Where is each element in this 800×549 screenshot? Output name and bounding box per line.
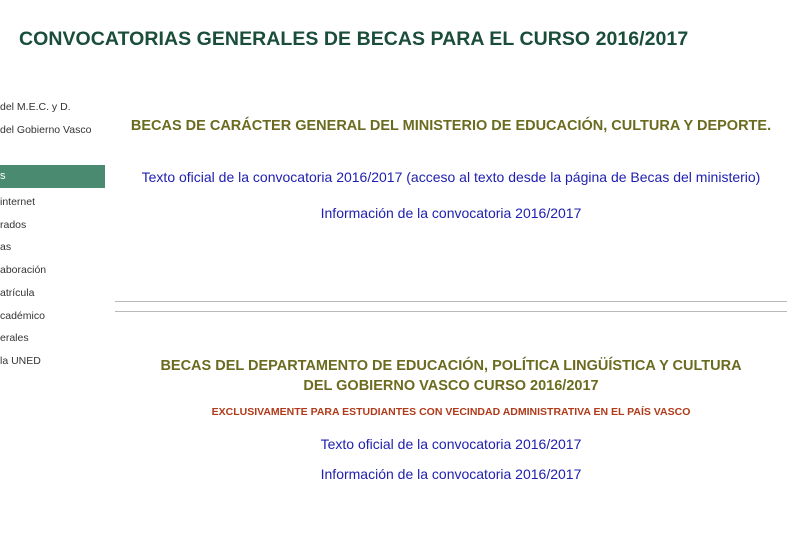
sidebar-link-gobierno-vasco[interactable]: del Gobierno Vasco	[0, 124, 92, 136]
section-heading-gobierno-vasco: BECAS DEL DEPARTAMENTO DE EDUCACIÓN, POLÍTICA LINGÜÍSTICA Y CULTURA DEL GOBIERNO VASCO CURSO 2016/2017	[160, 358, 742, 394]
sidebar-item-colaboracion[interactable]: aboración	[0, 264, 47, 276]
sidebar-item-rados[interactable]: rados	[0, 219, 27, 231]
section-note-vecindad: EXCLUSIVAMENTE PARA ESTUDIANTES CON VECINDAD ADMINISTRATIVA EN EL PAÍS VASCO	[211, 406, 691, 418]
sidebar-item-uned[interactable]: la UNED	[0, 355, 41, 367]
sidebar-item-internet[interactable]: internet	[0, 196, 36, 208]
sidebar-item-generales[interactable]: erales	[0, 332, 29, 344]
link-official-text-gobierno-vasco[interactable]: Texto oficial de la convocatoria 2016/2017	[320, 436, 582, 452]
sidebar-link-mec[interactable]: del M.E.C. y D.	[0, 101, 71, 113]
link-info-mec[interactable]: Información de la convocatoria 2016/2017	[320, 205, 582, 221]
divider	[115, 311, 787, 312]
sidebar-item-academico[interactable]: cadémico	[0, 310, 45, 322]
link-official-text-mec[interactable]: Texto oficial de la convocatoria 2016/2017 (acceso al texto desde la página de Becas del ministerio)	[141, 169, 761, 185]
sidebar-item-matricula[interactable]: atrícula	[0, 287, 35, 299]
sidebar-item-as[interactable]: as	[0, 241, 12, 253]
sidebar-active-item[interactable]: s	[0, 165, 105, 188]
section-heading-mec: BECAS DE CARÁCTER GENERAL DEL MINISTERIO DE EDUCACIÓN, CULTURA Y DEPORTE.	[130, 118, 772, 134]
sidebar-nav	[0, 0, 105, 549]
section-becas-mec	[115, 116, 787, 222]
divider	[115, 301, 787, 302]
link-info-gobierno-vasco[interactable]: Información de la convocatoria 2016/2017	[320, 466, 582, 482]
section-becas-gobierno-vasco	[115, 356, 787, 483]
page-title: CONVOCATORIAS GENERALES DE BECAS PARA EL CURSO 2016/2017	[19, 28, 689, 50]
